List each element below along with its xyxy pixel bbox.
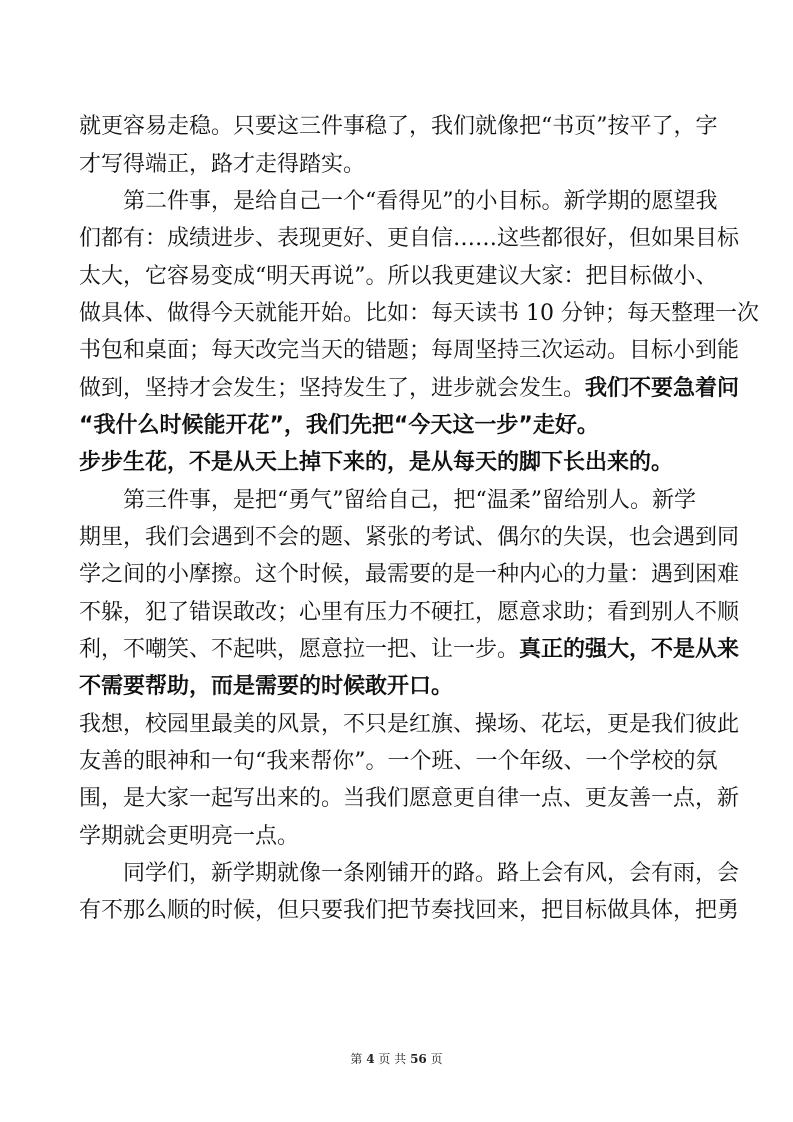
body-text-line: 做具体、做得今天就能开始。比如：每天读书 10 分钟；每天整理一次	[79, 301, 759, 326]
normal-text: 利，不嘲笑、不起哄，愿意拉一把、让一步。	[79, 637, 520, 662]
body-text-line: 太大，它容易变成“明天再说”。所以我更建议大家：把目标做小、	[79, 264, 718, 289]
body-text-line: 围，是大家一起写出来的。当我们愿意更自律一点、更友善一点，新	[79, 786, 740, 811]
body-text-line: 不躲，犯了错误敢改；心里有压力不硬扛，愿意求助；看到别人不顺	[79, 600, 740, 625]
body-text-line: 们都有：成绩进步、表现更好、更自信……这些都很好，但如果目标	[79, 226, 740, 251]
bold-emphasis-line: 不需要帮助，而是需要的时候敢开口。	[79, 674, 454, 699]
body-text-line	[79, 374, 740, 404]
body-text-line: 我想，校园里最美的风景，不只是红旗、操场、花坛，更是我们彼此	[79, 712, 740, 737]
body-text-line: 就更容易走稳。只要这三件事稳了，我们就像把“书页”按平了，字	[79, 114, 718, 139]
bold-emphasis-line: 步步生花，不是从天上掉下来的，是从每天的脚下长出来的。	[79, 450, 674, 475]
bold-emphasis-text: 我们不要急着问	[585, 376, 740, 401]
footer-prefix: 第	[350, 1052, 363, 1066]
footer-middle: 页 共	[378, 1052, 407, 1066]
bold-emphasis-text: 真正的强大，不是从来	[519, 637, 740, 662]
body-text-line: 才写得端正，路才走得踏实。	[79, 152, 366, 177]
current-page-number: 4	[366, 1052, 375, 1066]
page-footer	[0, 1050, 793, 1067]
total-page-count: 56	[410, 1052, 427, 1066]
body-text-line: 书包和桌面；每天改完当天的错题；每周坚持三次运动。目标小到能	[79, 338, 740, 363]
bold-emphasis-line: “我什么时候能开花”，我们先把“今天这一步”走好。	[79, 413, 599, 438]
body-text-line: 友善的眼神和一句“我来帮你”。一个班、一个年级、一个学校的氛	[79, 749, 718, 774]
normal-text: 做到，坚持才会发生；坚持发生了，进步就会发生。	[79, 376, 586, 401]
footer-suffix: 页	[430, 1052, 443, 1066]
body-text-line: 期里，我们会遇到不会的题、紧张的考试、偶尔的失误，也会遇到同	[79, 525, 740, 550]
body-text-line: 学期就会更明亮一点。	[79, 824, 300, 849]
body-text-line	[79, 635, 740, 665]
body-text-line: 有不那么顺的时候，但只要我们把节奏找回来，把目标做具体，把勇	[79, 898, 740, 923]
body-text-line: 第二件事，是给自己一个“看得见”的小目标。新学期的愿望我	[123, 189, 718, 214]
body-text-line: 学之间的小摩擦。这个时候，最需要的是一种内心的力量：遇到困难	[79, 562, 740, 587]
body-text-line: 同学们，新学期就像一条刚铺开的路。路上会有风，会有雨，会	[123, 861, 740, 886]
body-text-line: 第三件事，是把“勇气”留给自己，把“温柔”留给别人。新学	[123, 488, 696, 513]
